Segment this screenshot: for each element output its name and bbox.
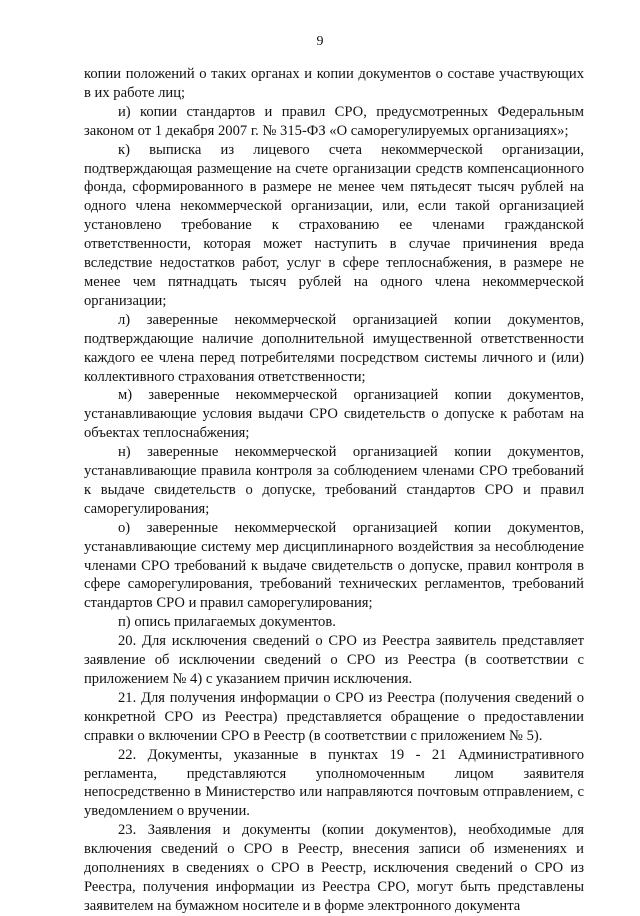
page-number: 9 [316,34,324,49]
paragraph-continuation: копии положений о таких органах и копии документов о составе участвующих в их работе лиц; [84,66,584,101]
paragraph-22: 22. Документы, указанные в пунктах 19 - 21 Административного регламента, представляются уполномоченным лицом заявителя непосредственно в Министерство или направляются почтовым отправлением, с уведомлением о вручении. [84,746,584,820]
paragraph-23: 23. Заявления и документы (копии документов), необходимые для включения сведений о СРО в Реестр, внесения записи об изменениях и дополнениях в сведениях о СРО в Реестр, исключения сведений о СРО из Реестра, получения информации из Реестра СРО, могут быть представлены заявителем на бумажном носителе и в форме электронного документа [84,822,584,914]
paragraph-item-m: м) заверенные некоммерческой организацией копии документов, устанавливающие условия выдачи СРО свидетельств о допуске к работам на объектах теплоснабжения; [84,387,584,442]
paragraph-item-l: л) заверенные некоммерческой организацией копии документов, подтверждающие наличие дополнительной имущественной ответственности каждого ее члена перед потребителями посредством системы личного и (или) коллективного страхования ответственности; [84,311,584,385]
paragraph-item-k: к) выписка из лицевого счета некоммерческой организации, подтверждающая размещение на счете организации средств компенсационного фонда, сформированного в размере не менее чем пятьдесят тысяч рублей на одного члена некоммерческой организации, или, если такой организацией установлено требование к страхованию ее членами гражданской ответственности, которая может наступить в случае причинения вреда вследствие недостатков работ, услуг в сфере теплоснабжения, в размере не менее чем пятнадцать тысяч рублей на одного члена некоммерческой организации; [84,141,584,309]
paragraph-item-i: и) копии стандартов и правил СРО, предусмотренных Федеральным законом от 1 декабря 2007 г. № 315-ФЗ «О саморегулируемых организациях»; [84,103,584,139]
paragraph-item-o: о) заверенные некоммерческой организацией копии документов, устанавливающие систему мер дисциплинарного воздействия за несоблюдение членами СРО требований к выдаче свидетельств о допуске, правил контроля в сфере саморегулирования, требований технических регламентов, требований стандартов СРО и правил саморегулирования; [84,519,584,612]
paragraph-item-p: п) опись прилагаемых документов. [118,614,336,631]
document-body [84,65,584,916]
paragraph-item-n: н) заверенные некоммерческой организацией копии документов, устанавливающие правила контроля за соблюдением членами СРО требований к выдаче свидетельств о допуске, требований стандартов СРО и правил саморегулирования; [84,444,584,517]
paragraph-21: 21. Для получения информации о СРО из Реестра (получения сведений о конкретной СРО из Реестра) представляется обращение о предоставлении справки о включении СРО в Реестр (в соответствии с приложением № 5). [84,689,584,744]
paragraph-20: 20. Для исключения сведений о СРО из Реестра заявитель представляет заявление об исключении сведений о СРО из Реестра (в соответствии с приложением № 4) с указанием причин исключения. [84,633,584,687]
